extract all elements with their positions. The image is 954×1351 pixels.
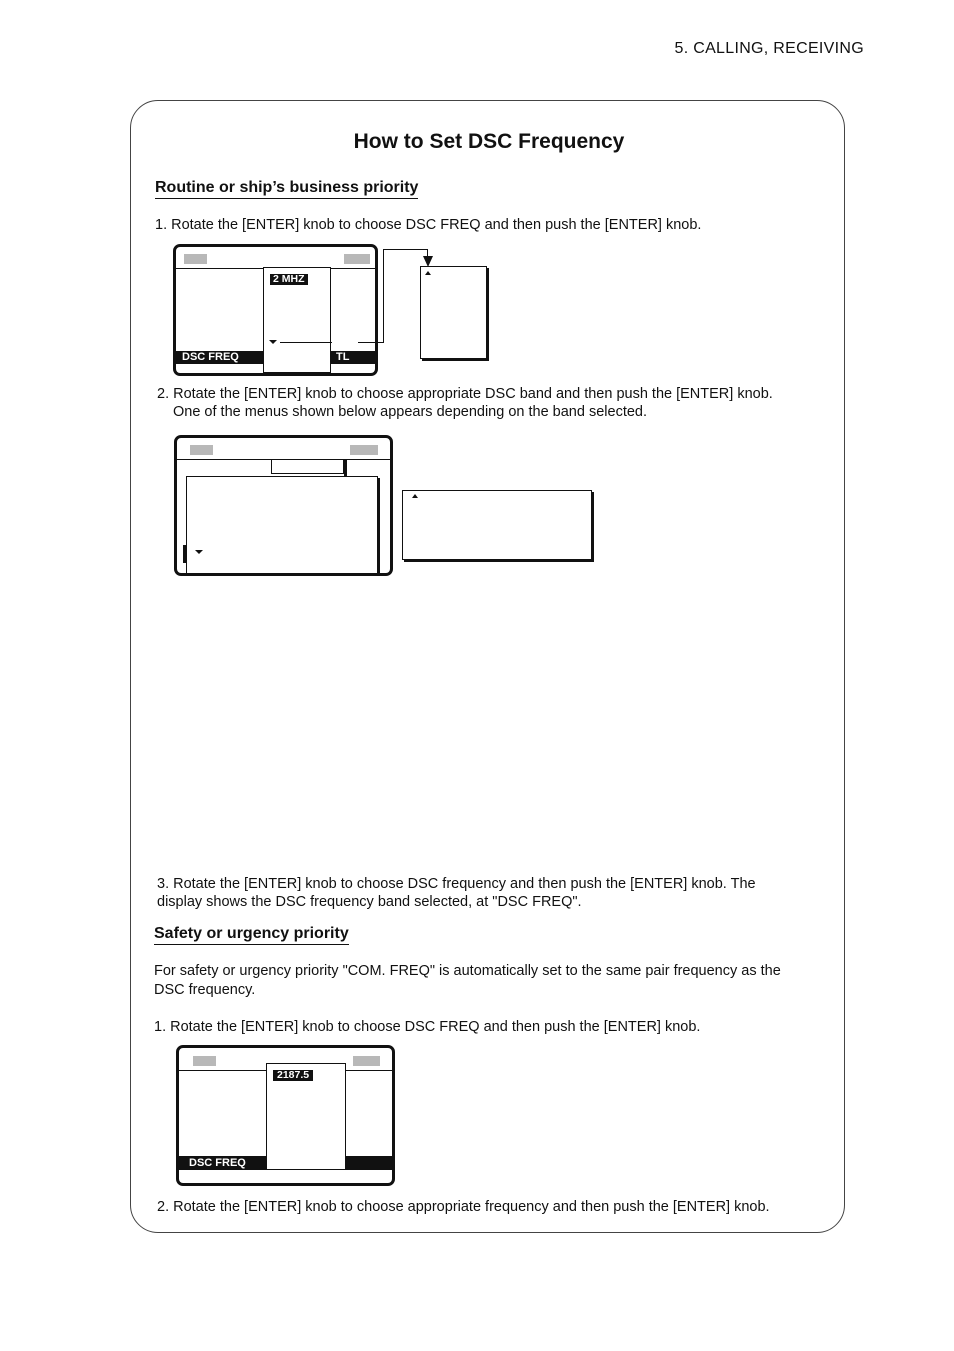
- routine-step2-line2: One of the menus shown below appears depending on the band selected.: [173, 404, 648, 420]
- band-menu-popup: [186, 476, 378, 575]
- status-tab-right: [350, 445, 378, 455]
- connector-bottom: [358, 342, 384, 343]
- status-tab-left: [193, 1056, 216, 1066]
- safety-step2: 2. Rotate the [ENTER] knob to choose appropriate frequency and then push the [ENTER] knob.: [157, 1199, 770, 1215]
- status-tab-left: [190, 445, 213, 455]
- safety-step1: 1. Rotate the [ENTER] knob to choose DSC FREQ and then push the [ENTER] knob.: [154, 1019, 701, 1035]
- routine-heading: Routine or ship’s business priority: [155, 179, 418, 199]
- scroll-up-icon: [412, 494, 418, 498]
- safety-heading: Safety or urgency priority: [154, 925, 349, 945]
- dsc-freq-label: DSC FREQ: [189, 1157, 246, 1169]
- scroll-down-icon: [195, 550, 203, 554]
- band-popup: [263, 267, 331, 373]
- tab-edge: [344, 459, 347, 477]
- connector-vertical-left: [383, 249, 384, 343]
- lcd-screen-dsc-freq: [173, 244, 378, 376]
- status-tab-left: [184, 254, 207, 264]
- scroll-down-icon: [269, 340, 277, 344]
- frequency-chip-2187: 2187.5: [273, 1070, 313, 1081]
- connector-top: [383, 249, 428, 250]
- dsc-freq-label: DSC FREQ: [182, 351, 239, 363]
- scroll-up-icon: [425, 271, 431, 275]
- frequency-popup: [266, 1063, 346, 1170]
- routine-step1: 1. Rotate the [ENTER] knob to choose DSC FREQ and then push the [ENTER] knob.: [155, 217, 702, 233]
- pointer-line: [280, 342, 332, 343]
- section-header: 5. CALLING, RECEIVING: [674, 40, 864, 57]
- tab-outline: [271, 459, 344, 474]
- routine-step3-line1: 3. Rotate the [ENTER] knob to choose DSC frequency and then push the [ENTER] knob. The: [157, 876, 756, 892]
- side-popup-1: [420, 266, 487, 359]
- bar-right-label: TL: [336, 351, 350, 363]
- page-title: How to Set DSC Frequency: [353, 130, 625, 153]
- routine-step3-line2: display shows the DSC frequency band selected, at "DSC FREQ".: [157, 894, 582, 910]
- status-tab-right: [344, 254, 370, 264]
- lcd-screen-band-menu: [174, 435, 393, 576]
- status-tab-right: [353, 1056, 380, 1066]
- lcd-screen-safety-freq: [176, 1045, 395, 1186]
- side-popup-2: [402, 490, 592, 560]
- band-chip-2mhz: 2 MHZ: [270, 274, 308, 285]
- safety-intro-line2: DSC frequency.: [154, 982, 256, 998]
- safety-intro-line1: For safety or urgency priority "COM. FREQ" is automatically set to the same pair frequency as the: [154, 963, 781, 979]
- routine-step2-line1: 2. Rotate the [ENTER] knob to choose appropriate DSC band and then push the [ENTER] knob.: [157, 386, 773, 402]
